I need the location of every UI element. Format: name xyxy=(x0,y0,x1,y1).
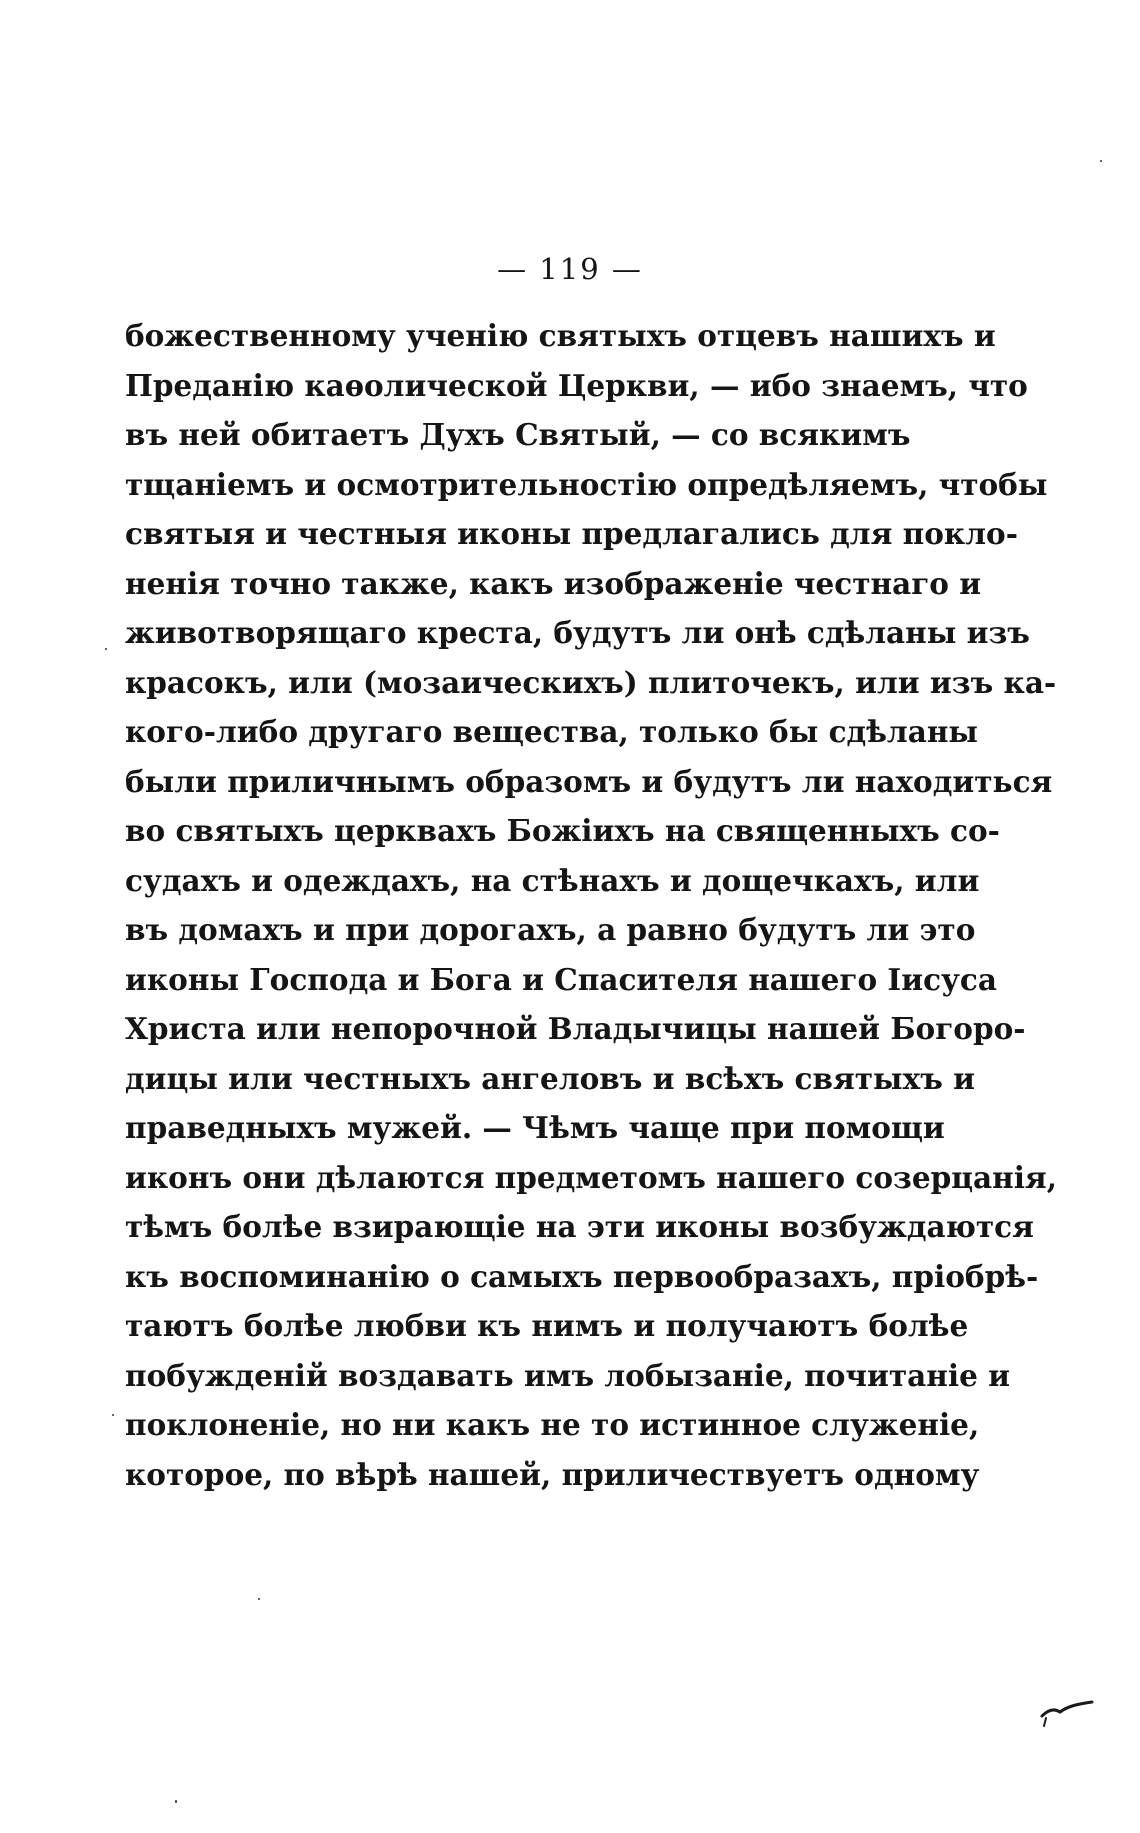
text-line: праведныхъ мужей. — Чѣмъ чаще при помощи xyxy=(125,1110,945,1145)
body-text xyxy=(125,311,1058,1499)
text-line: которое, по вѣрѣ нашей, приличествуетъ одному xyxy=(125,1456,980,1492)
scan-speck xyxy=(1100,160,1102,162)
text-line: красокъ, или (мозаическихъ) плиточекъ, или изъ ка- xyxy=(125,664,1057,700)
text-line: поклоненіе, но ни какъ не то истинное служеніе, xyxy=(125,1407,980,1442)
text-line: святыя и честныя иконы предлагались для покло- xyxy=(125,516,1018,551)
text-line: божественному ученію святыхъ отцевъ нашихъ и xyxy=(125,318,996,353)
text-line: къ воспоминанію о самыхъ первообразахъ, пріобрѣ- xyxy=(125,1258,1039,1294)
text-line: кого-либо другаго вещества, только бы сдѣланы xyxy=(125,714,979,749)
text-line: судахъ и одеждахъ, на стѣнахъ и дощечкахъ, или xyxy=(125,862,980,898)
text-line: въ ней обитаетъ Духъ Святый, — со всякимъ xyxy=(125,417,911,452)
scan-speck xyxy=(258,1598,260,1600)
text-line: Христа или непорочной Владычицы нашей Богоро- xyxy=(125,1011,1026,1046)
page-number: — 119 — xyxy=(497,252,643,286)
text-line: ненія точно также, какъ изображеніе честнаго и xyxy=(125,565,982,601)
text-line: животворящаго креста, будутъ ли онѣ сдѣланы изъ xyxy=(125,615,1030,650)
scan-speck xyxy=(112,1414,114,1416)
text-line: тѣмъ болѣе взирающіе на эти иконы возбуждаются xyxy=(125,1209,1034,1244)
text-line: таютъ болѣе любви къ нимъ и получаютъ болѣе xyxy=(125,1308,969,1343)
text-line: побужденій воздавать имъ лобызаніе, почитаніе и xyxy=(125,1357,1010,1393)
text-line: дицы или честныхъ ангеловъ и всѣхъ святыхъ и xyxy=(125,1060,975,1096)
text-line: во святыхъ церквахъ Божіихъ на священныхъ со- xyxy=(125,813,1000,848)
pencil-mark-icon xyxy=(1038,1690,1098,1730)
text-line: были приличнымъ образомъ и будутъ ли находиться xyxy=(125,763,1053,799)
text-line: Преданію каѳолической Церкви, — ибо знаемъ, что xyxy=(125,367,1028,403)
text-line: иконъ они дѣлаются предметомъ нашего созерцанія, xyxy=(125,1159,1058,1195)
scan-speck xyxy=(175,1800,177,1803)
text-line: иконы Господа и Бога и Спасителя нашего Іисуса xyxy=(125,961,998,997)
scan-speck xyxy=(105,648,107,650)
text-line: тщаніемъ и осмотрительностію опредѣляемъ, чтобы xyxy=(125,466,1048,502)
text-line: въ домахъ и при дорогахъ, а равно будутъ ли это xyxy=(125,912,976,947)
